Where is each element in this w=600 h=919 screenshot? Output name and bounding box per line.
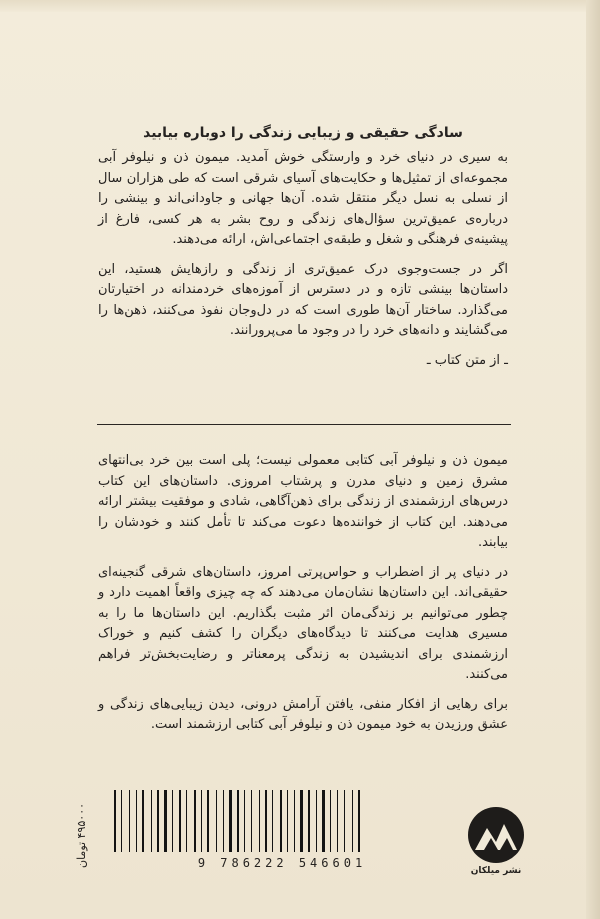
barcode-bar — [247, 790, 249, 852]
cover-headline: سادگی حقیقی و زیبایی زندگی را دوباره بیابید — [143, 125, 463, 141]
barcode-bar — [207, 790, 209, 852]
barcode-bar — [186, 790, 187, 852]
mountain-logo-icon — [467, 806, 525, 864]
barcode-bar — [189, 790, 192, 852]
barcode-bar — [352, 790, 353, 852]
barcode-bar — [219, 790, 221, 852]
barcode-bar — [216, 790, 217, 852]
barcode-bar — [146, 790, 149, 852]
barcode-bar — [151, 790, 152, 852]
book-excerpt — [98, 148, 508, 371]
barcode-bar — [344, 790, 345, 852]
barcode-bar — [198, 790, 199, 852]
barcode-bar — [322, 790, 325, 852]
barcode-bar — [169, 790, 170, 852]
barcode-bar — [275, 790, 278, 852]
barcode-bar — [142, 790, 144, 852]
barcode-bar — [284, 790, 285, 852]
description-paragraph-1: میمون ذن و نیلوفر آبی کتابی معمولی نیست؛ پلی است بین خرد بی‌انتهای مشرق زمین و دنیای مدرن و پرشتاب امروزی. داستان‌های این کتاب درس‌های ارزشمندی از زندگی برای ذهن‌آگاهی، شادی و موفقیت بیشتر ارائه می‌دهند. این کتاب از خواننده‌ها دعوت می‌کند تا تأمل کنند و خودشان را بیابند. — [98, 453, 508, 550]
barcode-bar — [234, 790, 235, 852]
barcode-bar — [254, 790, 257, 852]
barcode-bar — [183, 790, 184, 852]
cover-top-edge — [0, 0, 600, 12]
barcode-bar — [237, 790, 239, 852]
barcode-bar — [294, 790, 295, 852]
barcode-bar — [312, 790, 314, 852]
barcode-bar — [308, 790, 310, 852]
section-divider — [97, 424, 511, 425]
barcode-bar — [265, 790, 267, 852]
barcode-bar — [337, 790, 338, 852]
publisher-logo — [462, 806, 530, 886]
barcode-bar — [319, 790, 320, 852]
publisher-name: نشر میلکان — [470, 866, 522, 876]
barcode-bar — [132, 790, 134, 852]
barcode-bar — [114, 790, 116, 852]
barcode-bar — [362, 790, 363, 852]
barcode-bar — [124, 790, 127, 852]
barcode-bar — [280, 790, 282, 852]
barcode-bar — [327, 790, 328, 852]
isbn-barcode — [114, 790, 450, 874]
barcode-bar — [340, 790, 342, 852]
barcode-bar — [330, 790, 331, 852]
barcode-bar — [244, 790, 245, 852]
description-paragraph-2: در دنیای پر از اضطراب و حواس‌پرتی امروز، داستان‌های شرقی گنجینه‌ای حقیقی‌اند. این داستان‌ها نشان‌مان می‌دهند که چه چیزی واقعاً اهمیت دارد و چطور می‌توانیم بر زندگی‌مان اثر مثبت بگذاریم. این داستان‌ها ما را به مسیری هدایت می‌کنند تا دیدگاه‌های دیگران را کشف کنیم و خوراک ارزشمندی برای اندیشیدن به زندگی پرمعناتر و رضایت‌بخش‌تر فراهم می‌کنند. — [98, 564, 508, 682]
barcode-bar — [226, 790, 227, 852]
barcode-bar — [161, 790, 162, 852]
barcode-bar — [272, 790, 273, 852]
book-description — [98, 451, 508, 745]
barcode-bar — [251, 790, 252, 852]
barcode-bar — [358, 790, 360, 852]
barcode-bar — [118, 790, 119, 852]
barcode-bar — [201, 790, 202, 852]
barcode-bar — [179, 790, 181, 852]
barcode-bar — [194, 790, 196, 852]
barcode-bars — [114, 790, 450, 852]
barcode-bar — [305, 790, 306, 852]
barcode-bar — [129, 790, 130, 852]
barcode-bar — [259, 790, 260, 852]
excerpt-source: ـ از متن کتاب ـ — [426, 352, 508, 368]
barcode-bar — [316, 790, 317, 852]
barcode-bar — [262, 790, 263, 852]
cover-spine-edge — [586, 0, 600, 919]
barcode-bar — [204, 790, 205, 852]
barcode-bar — [333, 790, 335, 852]
barcode-bar — [157, 790, 159, 852]
description-paragraph-3: برای رهایی از افکار منفی، یافتن آرامش درونی، دیدن زیبایی‌های زندگی و عشق ورزیدن به خود میمون ذن و نیلوفر آبی کتابی ارزشمند است. — [98, 696, 508, 732]
barcode-digits: 9 786222 546601 — [197, 856, 367, 870]
barcode-bar — [121, 790, 122, 852]
barcode-bar — [241, 790, 242, 852]
barcode-bar — [136, 790, 137, 852]
barcode-bar — [229, 790, 232, 852]
barcode-bar — [211, 790, 214, 852]
barcode-bar — [175, 790, 177, 852]
barcode-bar — [297, 790, 298, 852]
barcode-bar — [347, 790, 350, 852]
barcode-bar — [223, 790, 224, 852]
barcode-bar — [154, 790, 155, 852]
price-label: ۴۹۵۰۰۰ تومان — [75, 802, 88, 868]
barcode-bar — [139, 790, 140, 852]
barcode-bar — [300, 790, 303, 852]
barcode-bar — [164, 790, 167, 852]
barcode-bar — [172, 790, 173, 852]
excerpt-paragraph-1: به سیری در دنیای خرد و وارستگی خوش آمدید. میمون ذن و نیلوفر آبی مجموعه‌ای از تمثیل‌ها و حکایت‌های آسیای شرقی است که طی هزاران سال از نسلی به نسل دیگر منتقل شده. آن‌ها جهانی و جاودانی‌اند و بینشی را درباره‌ی عمیق‌ترین سؤال‌های زندگی و روح بشر به هر کسی، فارغ از پیشینه‌ی فرهنگی و شغل و طبقه‌ی اجتماعی‌اش، ارائه می‌دهند. — [98, 150, 508, 247]
barcode-bar — [269, 790, 270, 852]
barcode-bar — [290, 790, 292, 852]
barcode-bar — [287, 790, 288, 852]
barcode-bar — [355, 790, 356, 852]
excerpt-paragraph-2: اگر در جست‌وجوی درک عمیق‌تری از زندگی و رازهایش هستید، این داستان‌ها بینشی تازه و در دسترس از آموزه‌های خردمندانه در اختیارتان می‌گذارد. ساختار آن‌ها طوری است که در دل‌وجان نفوذ می‌کنند، ذهن‌ها را می‌گشایند و دانه‌های خرد را در وجود ما می‌پرورانند. — [98, 261, 508, 338]
